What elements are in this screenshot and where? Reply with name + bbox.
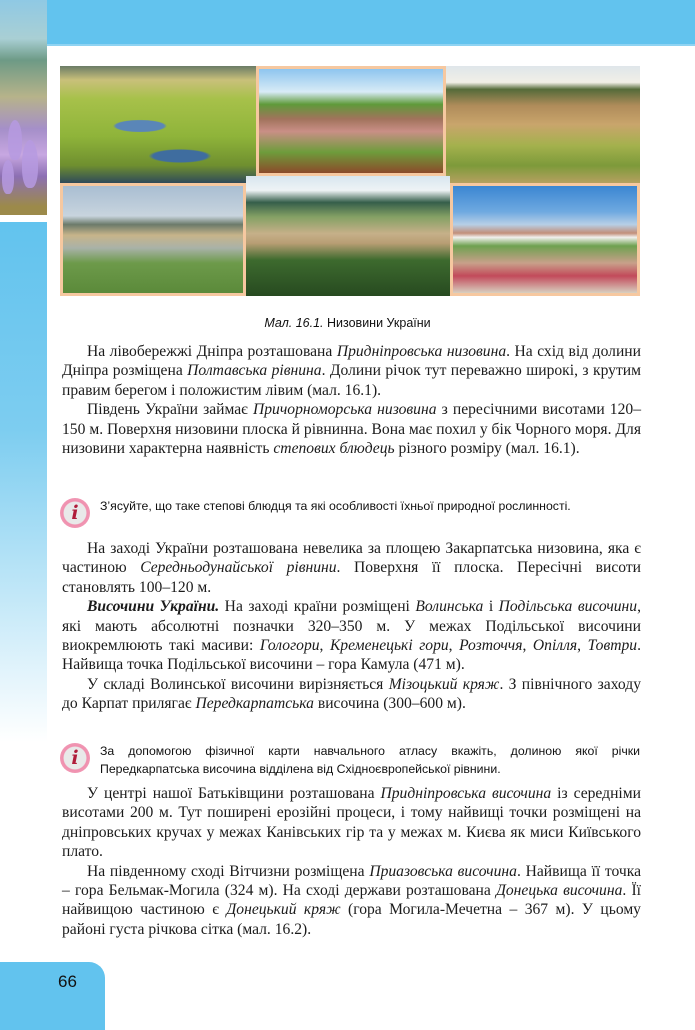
photo-grassy-gully <box>446 66 640 183</box>
photo-steppe-depression <box>450 183 640 296</box>
paragraph: На заході України розташована невелика за площею Закарпатська низовина, яка є частиною Середньодунайської рівнини. Поверхня її плоска. Пересічні висоти становлять 100–120 м. <box>62 540 641 596</box>
side-decorative-photo <box>0 0 47 215</box>
info-note <box>60 742 640 778</box>
side-color-strip <box>0 222 47 742</box>
section-heading: Височини України. <box>87 598 220 616</box>
crocus-flower-shape <box>22 140 38 188</box>
figure-label: Мал. 16.1. <box>264 316 324 330</box>
info-note <box>60 497 640 528</box>
paragraph: У складі Волинської височини вирізняється Мізоцький кряж. З північного заходу до Карпат прилягає Передкарпатська височина (300–600 м). <box>62 675 641 713</box>
figure-photo-collage <box>60 66 640 296</box>
paragraph: На південному сході Вітчизни розміщена Приазовська височина. Найвища її точка – гора Бельмак-Могила (324 м). На сході держави розташована Донецька височина. Її найвищою частиною є Донецький кряж (гора Могила-Мечетна – 367 м). У цьому районі густа річкова сітка (мал. 16.2). <box>62 862 641 938</box>
photo-reed-wetland <box>60 183 246 296</box>
figure-caption <box>0 316 695 330</box>
crocus-flower-shape <box>8 120 22 160</box>
text-block-lowlands <box>62 342 641 458</box>
text-block-central-uplands <box>62 784 641 939</box>
header-color-band <box>47 0 695 46</box>
page-number: 66 <box>58 972 77 991</box>
paragraph: Південь України займає Причорноморська низовина з пересічними висотами 120–150 м. Поверхня низовини плоска й рівнинна. Вона має похил у бік Чорного моря. Для низовини характерна наявність степових блюдець різного розміру (мал. 16.1). <box>62 401 641 458</box>
paragraph: Височини України. На заході країни розміщені Волинська і Подільська височини, які мають абсолютні позначки 320–350 м. У межах Подільської височини виокремлюють такі масиви: Гологори, Кременецькі гори, Розточчя, Опілля, Товтри. Найвища точка Подільської височини – гора Камула (471 м). <box>62 598 641 674</box>
photo-eroded-slope <box>256 66 446 176</box>
paragraph: На лівобережжі Дніпра розташована Придніпровська низовина. На схід від долини Дніпра розміщена Полтавська рівнина. Долини річок тут переважно широкі, з крутим правим берегом і положистим лівим (мал. 16.1). <box>62 343 641 399</box>
figure-title: Низовини України <box>327 316 431 330</box>
info-icon: i <box>60 743 90 773</box>
page-number-tab <box>0 962 105 1030</box>
paragraph: У центрі нашої Батьківщини розташована Придніпровська височина із середніми висотами 200 м. Тут поширені ерозійні процеси, і тому найвищі точки розміщені на дніпровських кручах у межах Канівських гір та у межах м. Києва як миси Київського плато. <box>62 785 641 861</box>
photo-wide-plain <box>246 176 450 296</box>
crocus-flower-shape <box>2 160 14 194</box>
note-text: За допомогою фізичної карти навчального атласу вкажіть, долиною якої річки Передкарпатська височина відділена від Східноєвропейської рівнини. <box>100 744 640 776</box>
note-text: З’ясуйте, що таке степові блюдця та які особливості їхньої природної рослинності. <box>100 499 571 513</box>
photo-meandering-river <box>60 66 256 183</box>
info-icon: i <box>60 498 90 528</box>
text-block-uplands <box>62 539 641 714</box>
